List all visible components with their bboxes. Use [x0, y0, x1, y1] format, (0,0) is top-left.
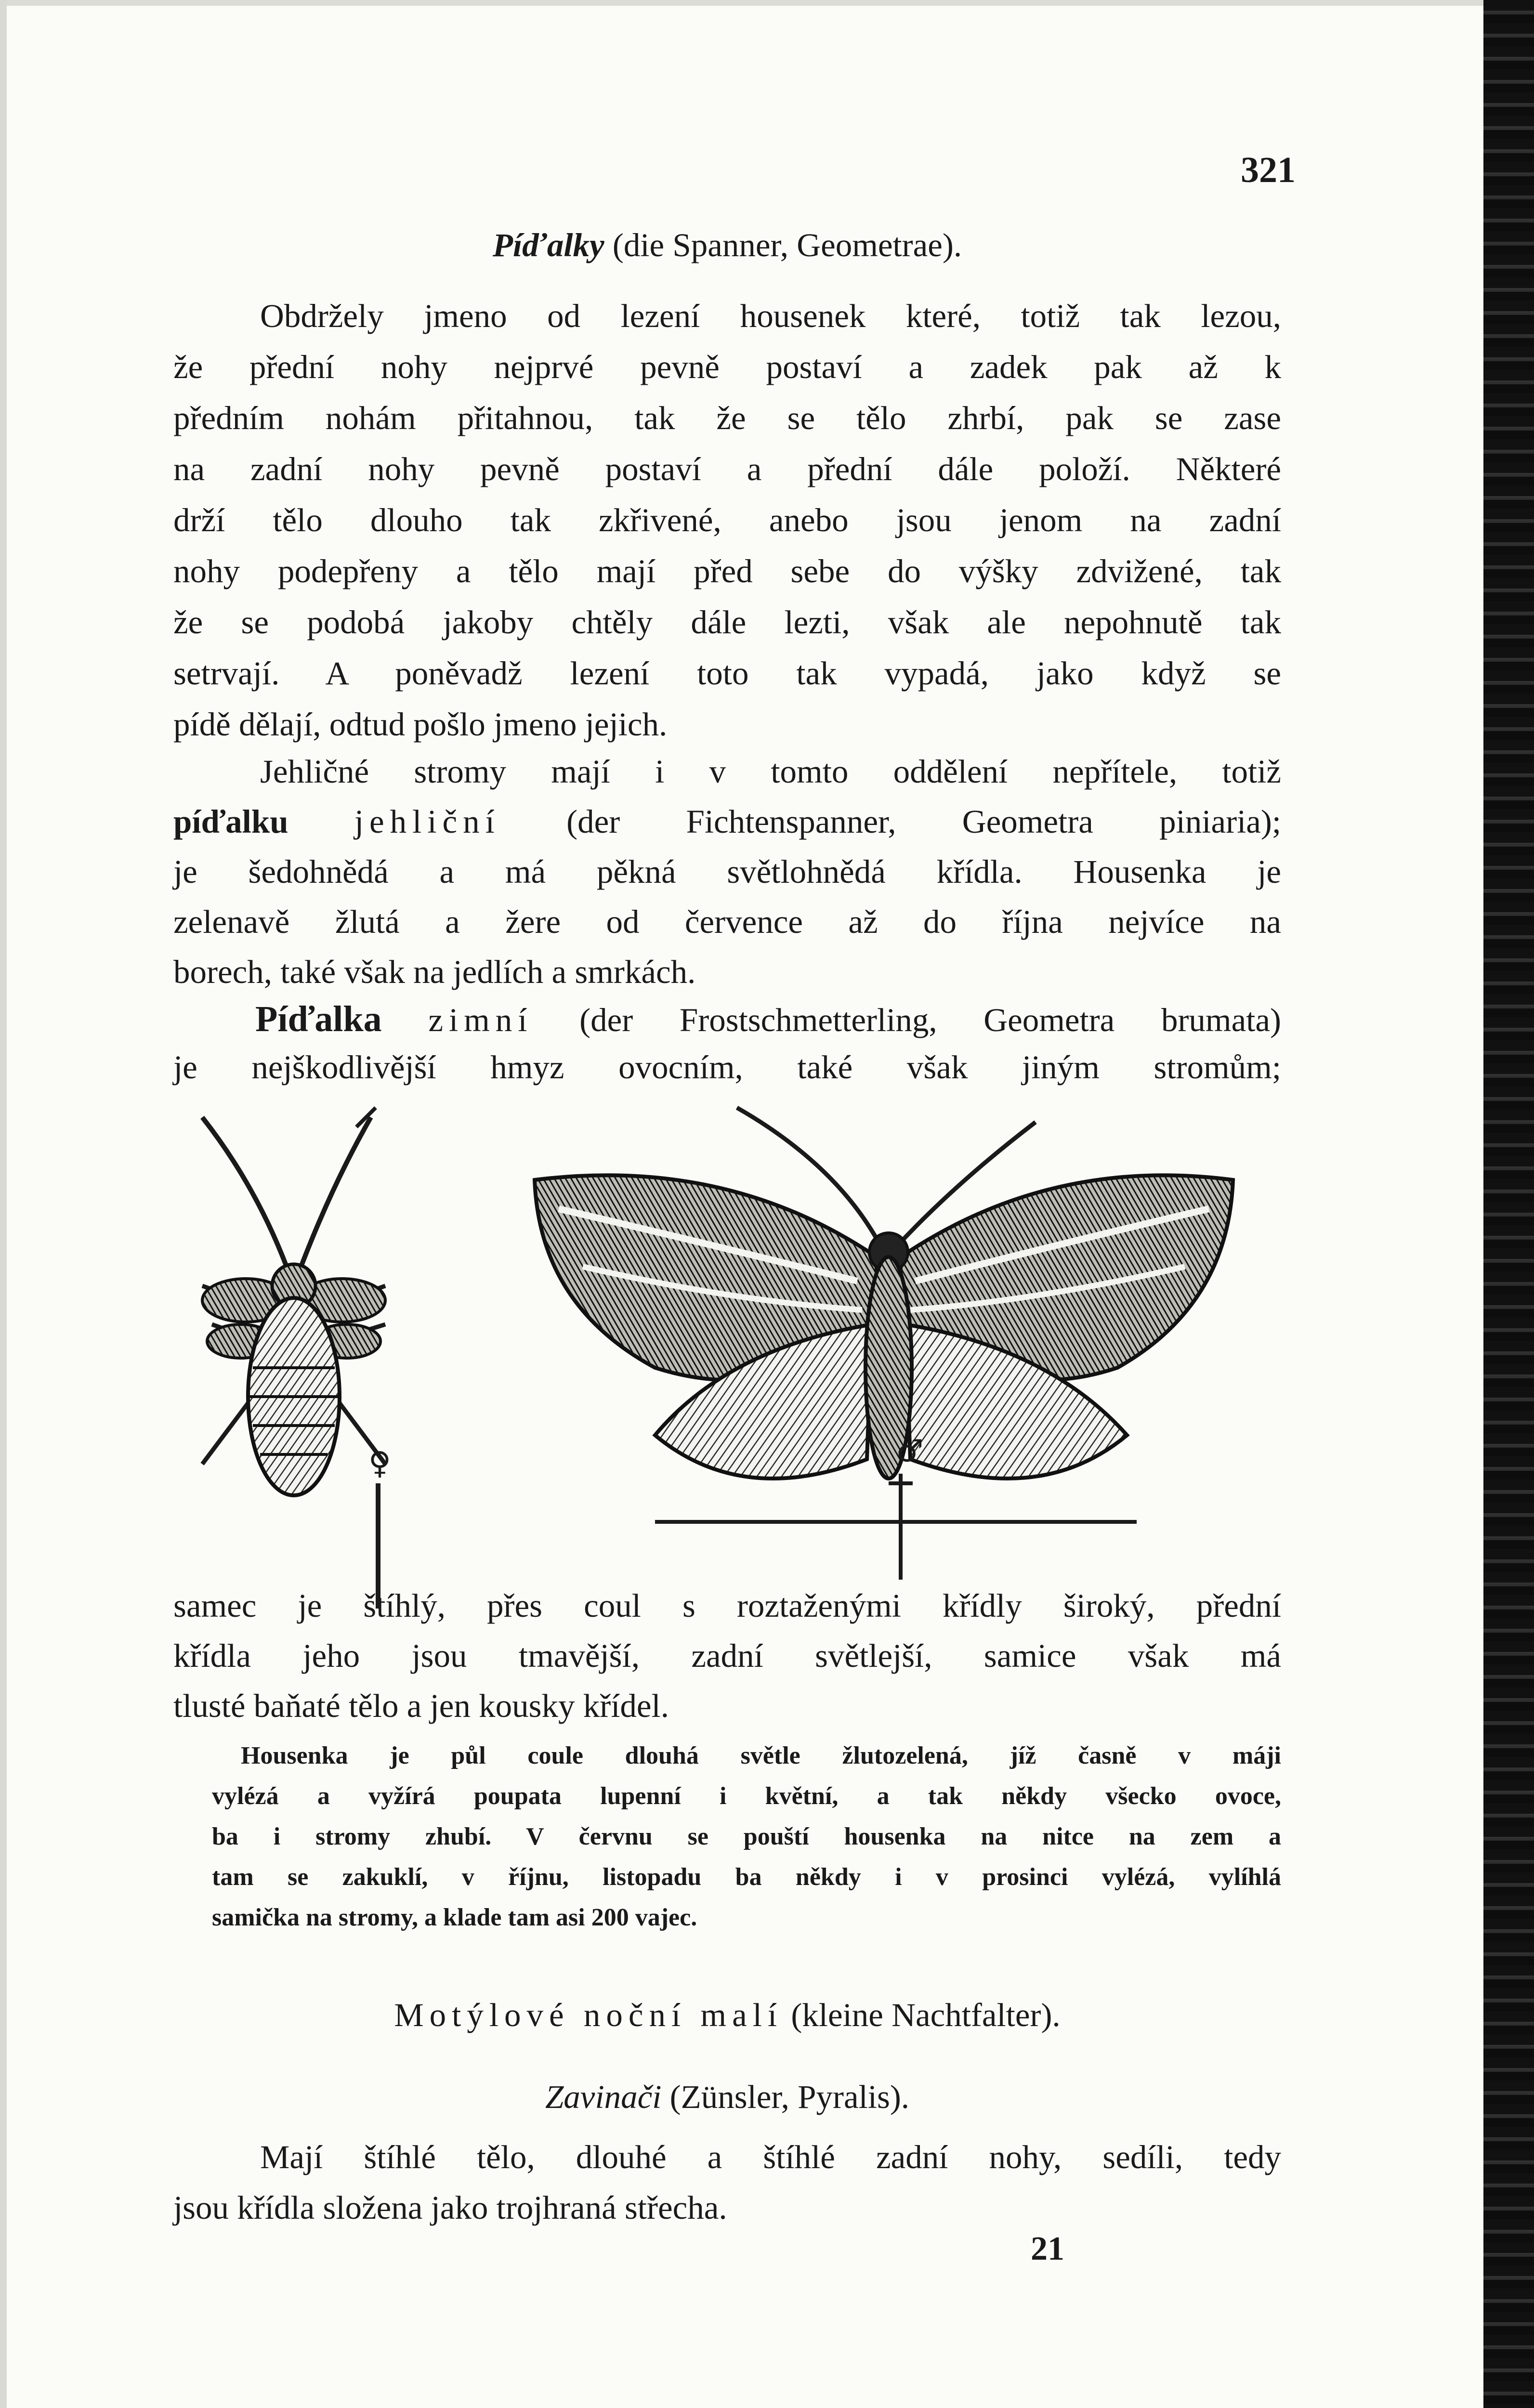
- section-heading-zavinaci: [173, 2081, 1281, 2114]
- section-heading-motylove: [173, 1999, 1281, 2032]
- paragraph-line: křídla jeho jsou tmavější, zadní světlejší, samice však má: [173, 1637, 1281, 1674]
- species-epithet-spaced: jehliční: [354, 803, 500, 840]
- scan-left-edge: [0, 0, 7, 2408]
- paragraph-line: je šedohnědá a má pěkná světlohnědá křídla. Housenka je: [173, 853, 1281, 890]
- paragraph-line: samec je štíhlý, přes coul s roztaženými křídly široký, přední: [173, 1587, 1281, 1624]
- male-symbol: ♂: [896, 1434, 924, 1469]
- male-moth-figure: [535, 1108, 1233, 1479]
- species-name-bold: píďalku: [173, 803, 288, 840]
- fine-print-line: Housenka je půl coule dlouhá světle žlutozelená, jíž časně v máji: [241, 1742, 1281, 1769]
- paragraph-line: že se podobá jakoby chtěly dále lezti, však ale nepohnutě tak: [173, 604, 1281, 641]
- female-symbol: ♀: [368, 1446, 391, 1481]
- fine-print-line: tam se zakuklí, v říjnu, listopadu ba někdy i v prosinci vylézá, vylíhlá: [212, 1863, 1281, 1891]
- section-heading-pidalky: [173, 229, 1281, 262]
- species-latin: (der Fichtenspanner, Geometra piniaria);: [566, 803, 1282, 840]
- paragraph-line: že přední nohy nejprvé pevně postaví a zadek pak až k: [173, 349, 1281, 385]
- paragraph-line: Mají štíhlé tělo, dlouhé a štíhlé zadní nohy, sedíli, tedy: [260, 2139, 1281, 2175]
- paragraph-line: drží tělo dlouho tak zkřivené, anebo jsou jenom na zadní: [173, 502, 1281, 538]
- heading-name: Píďalky: [492, 227, 604, 263]
- paragraph-line: borech, také však na jedlích a smrkách.: [173, 954, 696, 990]
- paragraph-line: tlusté baňaté tělo a jen kousky křídel.: [173, 1688, 669, 1724]
- paragraph-line: jsou křídla složena jako trojhraná střecha.: [173, 2189, 727, 2226]
- paragraph-line: zelenavě žlutá a žere od července až do října nejvíce na: [173, 903, 1281, 940]
- species-epithet-spaced: zimní: [428, 1002, 533, 1038]
- species-name-bold: Píďalka: [255, 999, 382, 1039]
- heading-rest: (die Spanner, Geometrae).: [604, 227, 962, 263]
- signature-mark: 21: [1031, 2230, 1064, 2267]
- scan-book-spine-edge: [1483, 0, 1534, 2408]
- heading-name: Zavinači: [545, 2079, 662, 2115]
- fine-print-line: samička na stromy, a klade tam asi 200 vajec.: [212, 1904, 697, 1931]
- female-moth-figure: [202, 1108, 385, 1495]
- paragraph-line: na zadní nohy pevně postaví a přední dále položí. Některé: [173, 451, 1281, 487]
- fine-print-line: vylézá a vyžírá poupata lupenní i květní, a tak někdy všecko ovoce,: [212, 1782, 1281, 1810]
- heading-rest: (Zünsler, Pyralis).: [661, 2079, 910, 2115]
- paragraph-line: Jehličné stromy mají i v tomto oddělení nepřítele, totiž: [260, 753, 1281, 790]
- paragraph-line-pidalka-jehlicni: [173, 805, 1281, 838]
- paragraph-line: Obdržely jmeno od lezení housenek které, totiž tak lezou,: [260, 298, 1281, 334]
- paragraph-line: nohy podepřeny a tělo mají před sebe do výšky zdvižené, tak: [173, 553, 1281, 589]
- paragraph-line-pidalka-zimni: [255, 1001, 1281, 1037]
- paragraph-line: je nejškodlivější hmyz ovocním, také však jiným stromům;: [173, 1049, 1281, 1086]
- moth-illustration: [173, 1098, 1281, 1618]
- paragraph-line: pídě dělají, odtud pošlo jmeno jejich.: [173, 706, 668, 743]
- female-scale-bar: [368, 1446, 391, 1609]
- scan-top-edge: [0, 0, 1483, 6]
- species-latin: (der Frostschmetterling, Geometra brumata): [579, 1002, 1281, 1038]
- fine-print-line: ba i stromy zhubí. V červnu se pouští housenka na nitce na zem a: [212, 1823, 1281, 1850]
- heading-rest: (kleine Nachtfalter).: [783, 1997, 1061, 2033]
- paragraph-line: předním nohám přitahnou, tak že se tělo zhrbí, pak se zase: [173, 400, 1281, 436]
- paragraph-line: setrvají. A poněvadž lezení toto tak vypadá, jako když se: [173, 655, 1281, 692]
- page-number: 321: [1241, 150, 1296, 190]
- heading-spaced: Motýlové noční malí: [394, 1997, 783, 2033]
